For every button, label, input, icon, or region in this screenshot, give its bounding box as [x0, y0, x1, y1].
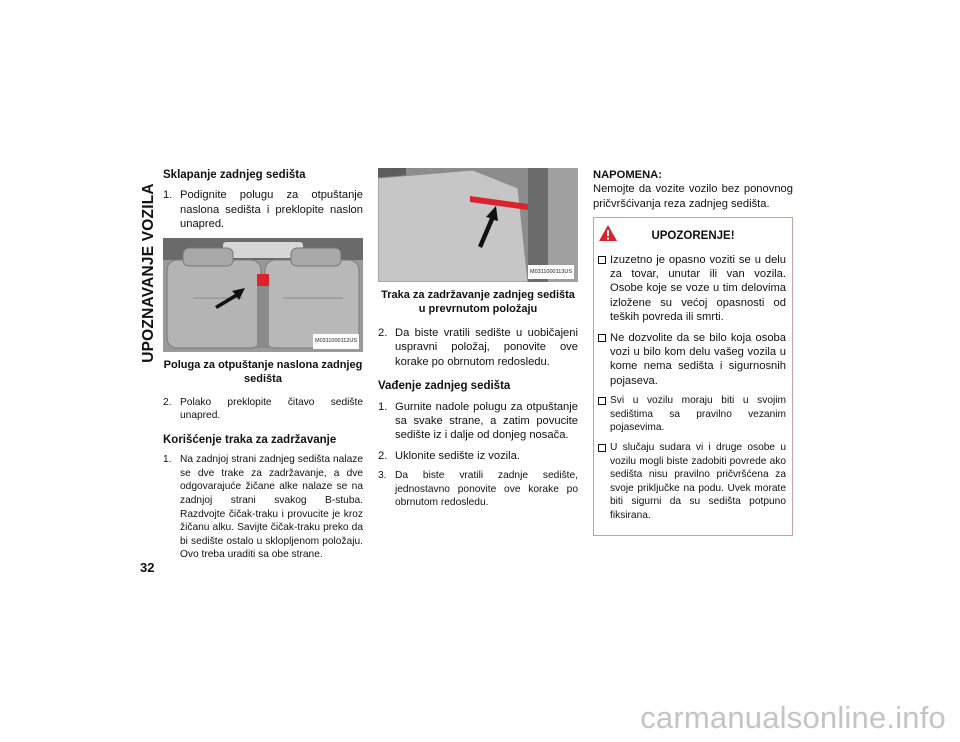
step-remove-2 — [378, 449, 578, 463]
warning-item — [594, 441, 792, 523]
heading-folding-rear-seat: Sklapanje zadnjeg sedišta — [163, 169, 306, 181]
step-remove-1 — [378, 400, 578, 443]
checkbox-bullet-icon — [598, 397, 610, 435]
section-tab-label: UPOZNAVANJE VOZILA — [140, 183, 157, 363]
heading-removing-rear-seat: Vađenje zadnjeg sedišta — [378, 380, 511, 393]
heading-retaining-straps: Korišćenje traka za zadržavanje — [163, 433, 337, 446]
warning-item-text: Izuzetno je opasno voziti se u delu za tovar, unutar ili van vozila. Osobe koje se voze u tim delovima izložene su većoj opasnosti od teških povreda ili smrti. — [610, 253, 786, 324]
step-strap-1 — [163, 453, 363, 562]
watermark: carmanualsonline.info — [640, 700, 946, 735]
step-fold-1 — [163, 188, 363, 231]
checkbox-bullet-icon — [598, 256, 610, 325]
step-strap-2 — [378, 326, 578, 369]
section-tab — [139, 168, 159, 378]
checkbox-bullet-icon — [598, 444, 610, 523]
note-label: NAPOMENA: — [593, 169, 662, 181]
step-text: Na zadnjoj strani zadnjeg sedišta nalaze se dve trake za zadržavanje, a dve odgovarajuće žičane alke nalaze se na zadnjoj strani svakog B-stuba. Razdvojte čičak-traku i provucite je kroz žičanu alku. Savijte čičak-traku preko da bi sedište ostalo u sklopljenom položaju. Ovo treba uraditi sa obe strane. — [180, 454, 363, 561]
step-number: 2. — [378, 449, 388, 462]
image-code: M0311000113US — [528, 265, 574, 279]
step-number: 3. — [378, 470, 387, 482]
step-number: 2. — [378, 327, 388, 339]
photo-retaining-strap — [378, 168, 578, 282]
checkbox-bullet-icon — [598, 334, 610, 389]
step-text: Polako preklopite čitavo sedište unapred. — [180, 396, 363, 422]
step-remove-3 — [378, 469, 578, 510]
step-text: Da biste vratili zadnje sedište, jednostavno ponovite ove korake po obrnutom redosledu. — [395, 470, 578, 509]
warning-item-text: U slučaju sudara vi i druge osobe u vozilu mogli biste zadobiti povrede ako sedišta nisu pravilno pričvršćena za svoje priključke na podu. Uvek morate biti sigurni da su sedišta potpuno fiksirana. — [610, 442, 786, 522]
caption-retaining-strap: Traka za zadržavanje zadnjeg sedišta u prevrnutom položaju — [381, 289, 575, 315]
photo-seatback-release-lever — [163, 238, 363, 352]
step-text: Podignite polugu za otpuštanje naslona sedišta i preklopite naslon unapred. — [180, 189, 363, 231]
step-text: Gurnite nadole polugu za otpuštanje sa svake strane, a zatim povucite sedište iz i dalje od donjeg nosača. — [395, 400, 578, 442]
warning-header — [594, 218, 792, 252]
warning-item-text: Svi u vozilu moraju biti u svojim sedištima sa pravilno vezanim pojasevima. — [610, 395, 786, 434]
step-text: Da biste vratili sedište u uobičajeni uspravni položaj, ponovite ove korake po obrnutom redosledu. — [395, 327, 578, 368]
warning-item — [594, 331, 792, 389]
step-number: 1. — [163, 454, 172, 466]
step-fold-2 — [163, 396, 363, 423]
step-number: 2. — [163, 396, 172, 408]
warning-item-text: Ne dozvolite da se bilo koja osoba vozi u bilo kom delu vašeg vozila u kome nema sedišta i sigurnosnih pojaseva. — [610, 331, 786, 387]
page-number: 32 — [140, 560, 155, 575]
warning-item — [594, 394, 792, 435]
step-number: 1. — [378, 400, 388, 413]
column-1 — [163, 168, 363, 568]
image-code: M0311000112US — [313, 334, 359, 348]
step-number: 1. — [163, 189, 173, 202]
column-2 — [378, 168, 578, 516]
note-text: Nemojte da vozite vozilo bez ponovnog pričvršćivanja reza zadnjeg sedišta. — [593, 183, 793, 210]
step-text: Uklonite sedište iz vozila. — [395, 449, 520, 462]
warning-item — [594, 253, 792, 325]
column-3 — [593, 168, 793, 536]
warning-box — [593, 217, 793, 535]
warning-triangle-icon — [598, 224, 618, 242]
warning-title: UPOZORENJE! — [651, 230, 735, 243]
caption-release-lever: Poluga za otpuštanje naslona zadnjeg sedišta — [163, 358, 363, 385]
